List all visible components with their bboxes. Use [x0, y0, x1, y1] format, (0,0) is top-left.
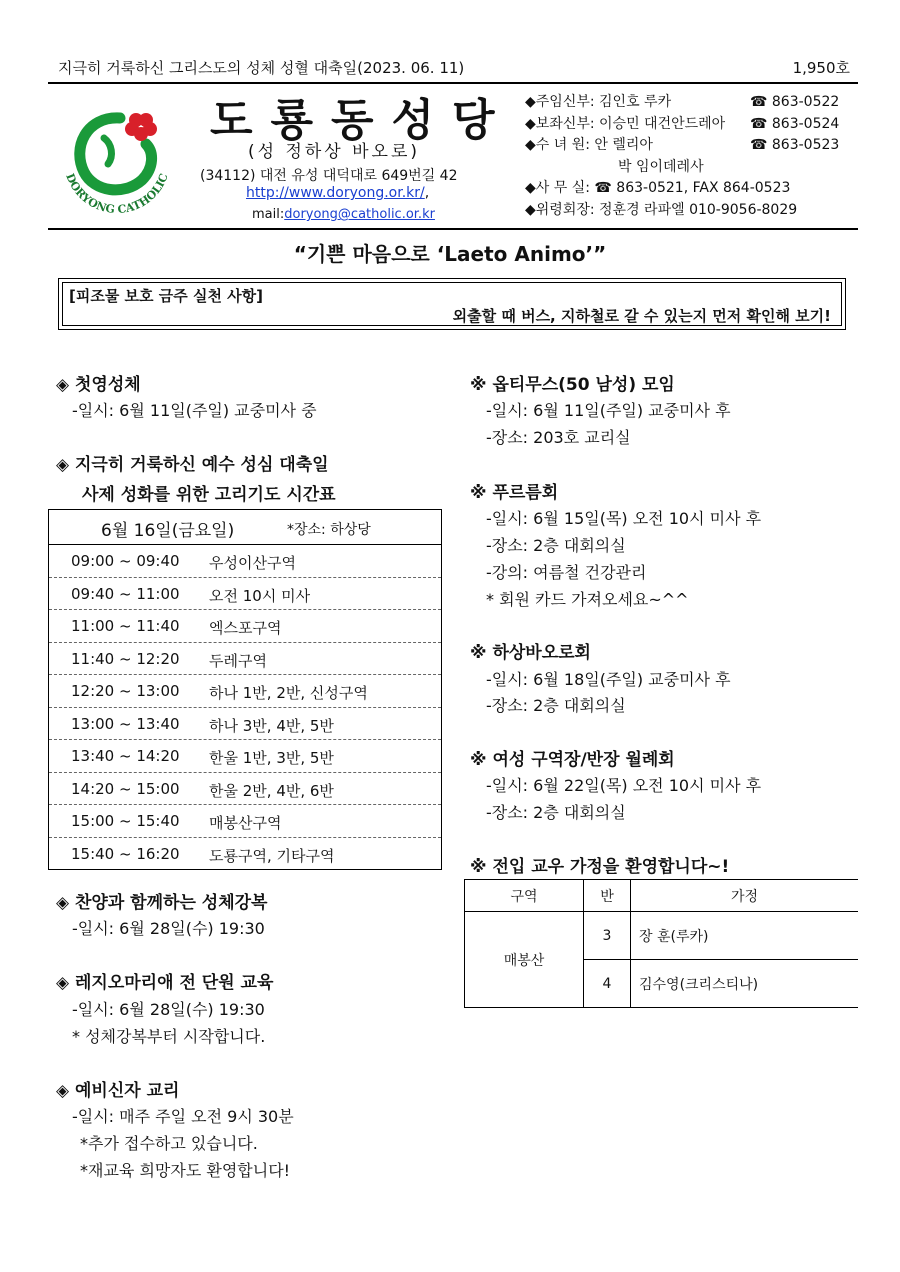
prayer-schedule-table — [48, 509, 442, 870]
notice-body: 외출할 때 버스, 지하철로 갈 수 있는지 먼저 확인해 보기! — [452, 307, 831, 325]
schedule-row — [49, 805, 441, 838]
optimus-title: ※ 옵티무스(50 남성) 모임 — [470, 375, 675, 395]
schedule-date: 6월 16일(금요일) — [101, 521, 235, 541]
schedule-group: 엑스포구역 — [209, 619, 282, 637]
women-title: ※ 여성 구역장/반장 월례회 — [470, 750, 675, 770]
contact-pastor — [525, 92, 840, 114]
contact-convent-2 — [525, 157, 797, 179]
catechumen-title: ◈ 예비신자 교리 — [56, 1081, 180, 1101]
schedule-time: 12:20 ~ 13:00 — [71, 682, 180, 700]
optimus-date: -일시: 6월 11일(주일) 교중미사 후 — [486, 401, 731, 420]
schedule-time: 13:00 ~ 13:40 — [71, 714, 180, 733]
issue-title: 지극히 거룩하신 그리스도의 성체 성혈 대축일(2023. 06. 11) — [58, 59, 465, 77]
optimus-place: -장소: 203호 교리실 — [486, 428, 631, 447]
church-name: 도룡동성당 — [210, 95, 513, 146]
women-place: -장소: 2층 대회의실 — [486, 803, 626, 822]
schedule-row — [49, 838, 441, 870]
welcome-district: 매봉산 — [465, 912, 584, 1008]
homepage-link[interactable]: http://www.doryong.or.kr/ — [246, 185, 425, 201]
mail-link[interactable]: doryong@catholic.or.kr — [284, 207, 435, 222]
green-note: * 회원 카드 가져오세요~^^ — [486, 590, 689, 609]
schedule-group: 도룡구역, 기타구역 — [209, 846, 335, 865]
homepage-suffix: , — [424, 185, 430, 201]
welcome-table — [464, 879, 858, 1008]
contact-convent — [525, 135, 840, 157]
schedule-time: 09:40 ~ 11:00 — [71, 584, 180, 603]
contact-list — [525, 92, 840, 221]
schedule-group: 두레구역 — [209, 651, 267, 670]
welcome-family: 장 훈(루카) — [631, 912, 859, 960]
green-date: -일시: 6월 15일(목) 오전 10시 미사 후 — [486, 509, 762, 528]
schedule-time: 11:00 ~ 11:40 — [71, 617, 180, 635]
contact-phone: ☎ 863-0524 — [750, 115, 840, 132]
logo-text: DORYONG CATHOLIC — [63, 171, 171, 216]
patron-saint: (성 정하상 바오로) — [248, 142, 421, 162]
schedule-time: 09:00 ~ 09:40 — [71, 552, 180, 570]
schedule-group: 오전 10시 미사 — [209, 586, 311, 605]
schedule-row — [49, 675, 441, 708]
hasang-date: -일시: 6월 18일(주일) 교중미사 후 — [486, 670, 731, 689]
welcome-row — [465, 912, 859, 960]
contact-phone: ☎ 863-0522 — [750, 94, 840, 110]
schedule-time: 13:40 ~ 14:20 — [71, 747, 180, 765]
schedule-group: 하나 3반, 4반, 5반 — [209, 716, 334, 735]
notice-inner — [62, 282, 842, 326]
sacred-heart-subtitle: 사제 성화를 위한 고리기도 시간표 — [82, 485, 336, 505]
schedule-row — [49, 545, 441, 578]
notice-box — [58, 278, 846, 330]
hasang-title: ※ 하상바오로회 — [470, 643, 591, 663]
contact-label: ◆보좌신부: 이승민 대건안드레아 — [525, 115, 726, 132]
legio-date: -일시: 6월 28일(수) 19:30 — [72, 1000, 265, 1019]
mail-label: mail: — [252, 207, 285, 222]
green-place: -장소: 2층 대회의실 — [486, 536, 626, 555]
schedule-time: 14:20 ~ 15:00 — [71, 779, 180, 798]
first-communion-title: ◈ 첫영성체 — [56, 375, 141, 395]
contact-assistant — [525, 114, 840, 136]
contact-label: ◆위령회장: 정훈경 라파엘 010-9056-8029 — [525, 201, 798, 218]
schedule-group: 우성이산구역 — [209, 554, 296, 572]
welcome-ban: 3 — [584, 912, 631, 960]
green-title: ※ 푸르름회 — [470, 483, 559, 503]
schedule-time: 15:00 ~ 15:40 — [71, 812, 180, 830]
schedule-time: 11:40 ~ 12:20 — [71, 649, 180, 668]
schedule-group: 한울 2반, 4반, 6반 — [209, 781, 334, 800]
catechumen-date: -일시: 매주 주일 오전 9시 30분 — [72, 1107, 294, 1126]
welcome-header-ban: 반 — [584, 880, 631, 912]
praise-date: -일시: 6월 28일(수) 19:30 — [72, 919, 265, 938]
women-date: -일시: 6월 22일(목) 오전 10시 미사 후 — [486, 776, 762, 795]
issue-number: 1,950호 — [792, 59, 850, 77]
welcome-ban: 4 — [584, 960, 631, 1008]
contact-label: ◆수 녀 원: 안 렐리아 — [525, 137, 653, 153]
legio-note: * 성체강복부터 시작합니다. — [72, 1027, 266, 1046]
green-lecture: -강의: 여름철 건강관리 — [486, 563, 647, 582]
schedule-row — [49, 773, 441, 806]
schedule-row — [49, 643, 441, 676]
contact-memorial — [525, 200, 797, 222]
catechumen-note-2: *재교육 희망자도 환영합니다! — [80, 1161, 291, 1180]
schedule-group: 하나 1반, 2반, 신성구역 — [209, 684, 368, 702]
contact-phone: ☎ 863-0523 — [750, 137, 840, 153]
legio-title: ◈ 레지오마리애 전 단원 교육 — [56, 973, 274, 993]
contact-label: ◆사 무 실: ☎ 863-0521, FAX 864-0523 — [525, 180, 791, 196]
praise-title: ◈ 찬양과 함께하는 성체강복 — [56, 893, 268, 913]
sacred-heart-title: ◈ 지극히 거룩하신 예수 성심 대축일 — [56, 455, 329, 475]
schedule-row — [49, 708, 441, 741]
contact-office — [525, 178, 797, 200]
schedule-group: 매봉산구역 — [209, 814, 282, 832]
contact-label: ◆주임신부: 김인호 루카 — [525, 94, 672, 110]
schedule-row — [49, 578, 441, 611]
header-bottom-rule — [48, 228, 858, 230]
welcome-header-family: 가정 — [631, 880, 859, 912]
schedule-row — [49, 740, 441, 773]
schedule-row — [49, 610, 441, 643]
slogan: “기쁜 마음으로 ‘Laeto Animo’” — [293, 242, 607, 266]
church-logo — [58, 98, 176, 216]
schedule-time: 15:40 ~ 16:20 — [71, 844, 180, 863]
catechumen-note-1: *추가 접수하고 있습니다. — [80, 1134, 258, 1153]
mail — [252, 207, 435, 222]
homepage — [246, 185, 429, 201]
welcome-family: 김수영(크리스티나) — [631, 960, 859, 1008]
notice-title: [피조물 보호 금주 실천 사항] — [69, 287, 263, 305]
welcome-title: ※ 전입 교우 가정을 환영합니다~! — [470, 857, 730, 877]
welcome-header-row — [465, 880, 859, 912]
welcome-header-district: 구역 — [465, 880, 584, 912]
contact-label: 박 임이데레사 — [618, 158, 704, 175]
schedule-place: *장소: 하상당 — [287, 522, 371, 538]
schedule-group: 한울 1반, 3반, 5반 — [209, 749, 334, 767]
first-communion-date: -일시: 6월 11일(주일) 교중미사 중 — [72, 401, 317, 420]
church-address: (34112) 대전 유성 대덕대로 649번길 42 — [200, 168, 458, 184]
schedule-header — [49, 510, 441, 545]
hasang-place: -장소: 2층 대회의실 — [486, 696, 626, 715]
